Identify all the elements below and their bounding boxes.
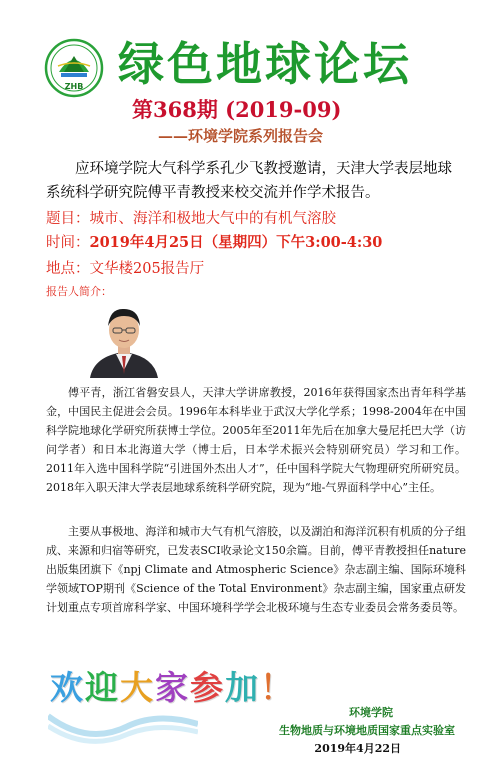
signature-org-2: 生物地质与环境地质国家重点实验室 <box>279 724 455 737</box>
welcome-char: 参 <box>190 668 225 707</box>
speaker-photo <box>86 298 162 378</box>
topic-line <box>46 208 466 230</box>
time-label: 时间： <box>46 235 90 251</box>
bio-paragraph-1: 傅平青，浙江省磐安县人，天津大学讲席教授，2016年获得国家杰出青年科学基金，中国民主促进会会员。1996年本科毕业于武汉大学化学系；1998-2004年在中国科学院地球化学研究所获博士学位。2005年至2011年先后在加拿大曼尼托巴大学（访问学者）和日本北海道大学（博士后，日本学术振兴会特别研究员）学习和工作。2011年入选中国科学院“引进国外杰出人才”，任中国科学院大气物理研究所研究员。2018年入职天津大学表层地球系统科学研究院，现为“地-气界面科学中心”主任。 <box>46 386 466 494</box>
welcome-char: 欢 <box>50 668 85 707</box>
welcome-char: 迎 <box>85 668 120 707</box>
welcome-char: 加 <box>225 668 260 707</box>
logo-text: ZHB <box>64 82 84 91</box>
intro-paragraph: 应环境学院大气科学系孔少飞教授邀请，天津大学表层地球系统科学研究院傅平青教授来校交流并作学术报告。 <box>46 161 452 201</box>
welcome-char: 大 <box>120 668 155 707</box>
welcome-char: 家 <box>155 668 190 707</box>
bio-paragraph-2: 主要从事极地、海洋和城市大气有机气溶胶，以及湖泊和海洋沉积有机质的分子组成、来源和归宿等研究，已发表SCI收录论文150余篇。目前，傅平青教授担任nature出版集团旗下《npj Climate and Atmospheric Science》杂志副主编、国际环境科学领域TOP期刊《Science of the Total Environment》杂志副主编，国家重点研发计划重点专项首席科学家、中国环境科学学会北极环境与生态专业委员会常务委员等。 <box>46 525 466 614</box>
topic-value: 城市、海洋和极地大气中的有机气溶胶 <box>89 211 336 227</box>
speaker-label: 报告人简介： <box>46 285 112 298</box>
welcome-wave-decoration <box>48 706 198 746</box>
place-label: 地点： <box>46 261 90 277</box>
issue-number: 第368期 (2019-09) <box>132 97 342 122</box>
topic-label: 题目： <box>46 211 90 227</box>
time-line <box>46 232 466 254</box>
place-value: 文华楼205报告厅 <box>89 261 205 277</box>
signature-org-1: 环境学院 <box>349 706 393 719</box>
welcome-char: ！ <box>260 668 295 707</box>
place-line <box>46 258 466 280</box>
signature-date: 2019年4月22日 <box>314 742 401 755</box>
welcome-banner <box>50 668 295 708</box>
page-title: 绿色地球论坛 <box>118 37 412 91</box>
time-value: 2019年4月25日（星期四）下午3:00-4:30 <box>89 234 383 251</box>
series-subtitle: ——环境学院系列报告会 <box>158 127 324 145</box>
zhb-logo <box>44 38 104 98</box>
